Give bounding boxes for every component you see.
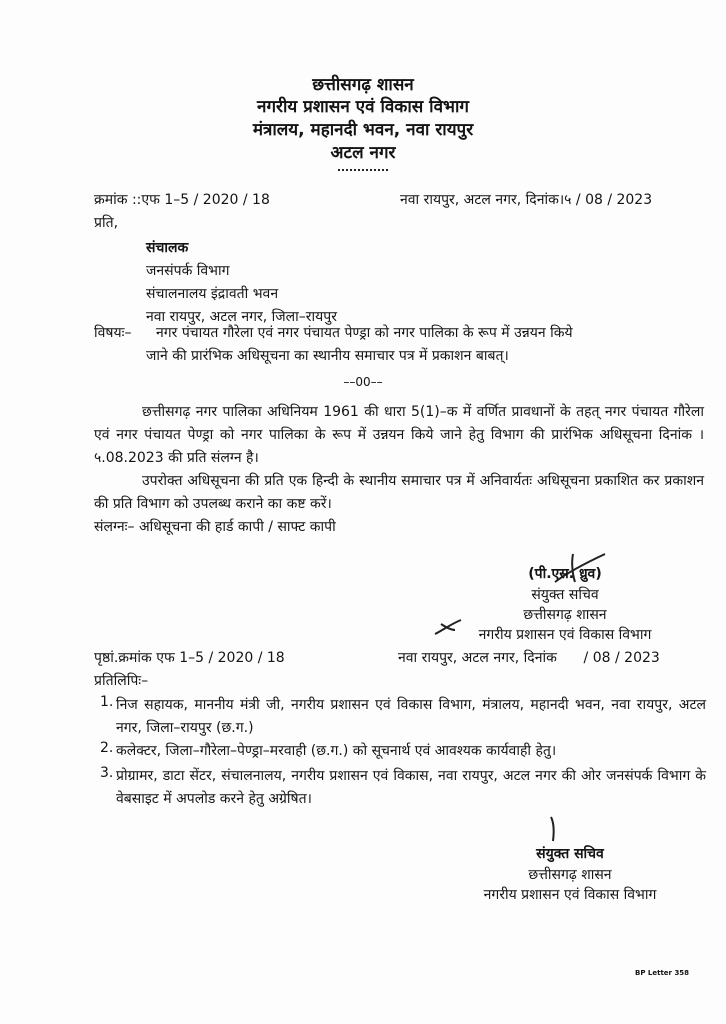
- addressee-city: नवा रायपुर, अटल नगर, जिला–रायपुर: [146, 309, 337, 325]
- copy-item-number: 3.: [100, 765, 114, 781]
- header-city: अटल नगर: [330, 143, 396, 163]
- endorsement-number: पृष्ठां.क्रमांक एफ 1–5 / 2020 / 18: [94, 650, 285, 666]
- header-address: मंत्रालय, महानदी भवन, नवा रायपुर: [252, 120, 474, 140]
- signatory2-govt: छत्तीसगढ़ शासन: [528, 867, 612, 883]
- footer-label: BP Letter 358: [635, 969, 690, 977]
- header-govt: छत्तीसगढ़ शासन: [312, 75, 414, 95]
- enclosure-note: संलग्नः– अधिसूचना की हार्ड कापी / साफ्ट कापी: [94, 519, 336, 535]
- signature-mark-icon: [547, 815, 559, 843]
- subject-line-2: जाने की प्रारंभिक अधिसूचना का स्थानीय समाचार पत्र में प्रकाशन बाबत्।: [146, 348, 509, 364]
- signatory-dept: नगरीय प्रशासन एवं विकास विभाग: [478, 627, 652, 643]
- signatory2-dept: नगरीय प्रशासन एवं विकास विभाग: [483, 887, 657, 903]
- header-department: नगरीय प्रशासन एवं विकास विभाग: [257, 97, 469, 117]
- addressee-dept: जनसंपर्क विभाग: [146, 263, 230, 279]
- addressee-office: संचालनालय इंद्रावती भवन: [146, 286, 279, 302]
- copy-to-label: प्रतिलिपिः–: [94, 673, 149, 689]
- copy-item-text: निज सहायक, माननीय मंत्री जी, नगरीय प्रशासन एवं विकास विभाग, मंत्रालय, महानदी भवन, नवा रायपुर, अटल नगर, जिला–रायपुर (छ.ग.): [116, 697, 707, 736]
- subject-label: विषयः–: [94, 325, 132, 341]
- signatory-designation: संयुक्त सचिव: [531, 587, 599, 603]
- reference-date: नवा रायपुर, अटल नगर, दिनांक।५ / 08 / 2023: [400, 192, 653, 208]
- subject-line-1: नगर पंचायत गौरेला एवं नगर पंचायत पेण्ड्रा को नगर पालिका के रूप में उन्नयन किये: [156, 325, 573, 341]
- signatory-name: (पी.एस. ध्रुव): [528, 566, 602, 582]
- copy-item-number: 1.: [100, 694, 114, 710]
- signatory2-designation: संयुक्त सचिव: [536, 846, 604, 862]
- body-paragraph-1: छत्तीसगढ़ नगर पालिका अधिनियम 1961 की धारा 5(1)–क में वर्णित प्रावधानों के तहत् नगर पंचायत गौरेला एवं नगर पंचायत पेण्ड्रा को नगर पालिका के रूप में उन्नयन किये जाने हेतु विभाग की प्रारंभिक अधिसूचना दिनांक ।५.08.2023 की प्रति संलग्न है।: [94, 404, 704, 466]
- copy-item-text: प्रोग्रामर, डाटा सेंटर, संचालनालय, नगरीय प्रशासन एवं विकास, नवा रायपुर, अटल नगर की ओर जनसंपर्क विभाग के वेबसाइट में अपलोड करने हेतु अग्रेषित।: [116, 768, 706, 807]
- endorsement-date: नवा रायपुर, अटल नगर, दिनांक / 08 / 2023: [398, 650, 660, 666]
- separator: ––00––: [343, 375, 383, 389]
- addressee-prefix: प्रति,: [94, 215, 119, 231]
- header-underline: [338, 169, 388, 171]
- body-paragraph-2: उपरोक्त अधिसूचना की प्रति एक हिन्दी के स्थानीय समाचार पत्र में अनिवार्यतः अधिसूचना प्रकाशित कर प्रकाशन की प्रति विभाग को उपलब्ध कराने का कष्ट करें।: [94, 473, 704, 512]
- addressee-title: संचालक: [146, 240, 189, 256]
- signatory-govt: छत्तीसगढ़ शासन: [523, 607, 607, 623]
- copy-item-text: कलेक्टर, जिला–गौरेला–पेण्ड्रा–मरवाही (छ.ग.) को सूचनार्थ एवं आवश्यक कार्यवाही हेतु।: [116, 743, 557, 759]
- reference-number: क्रमांक ::एफ 1–5 / 2020 / 18: [94, 192, 270, 208]
- copy-item-number: 2.: [100, 740, 114, 756]
